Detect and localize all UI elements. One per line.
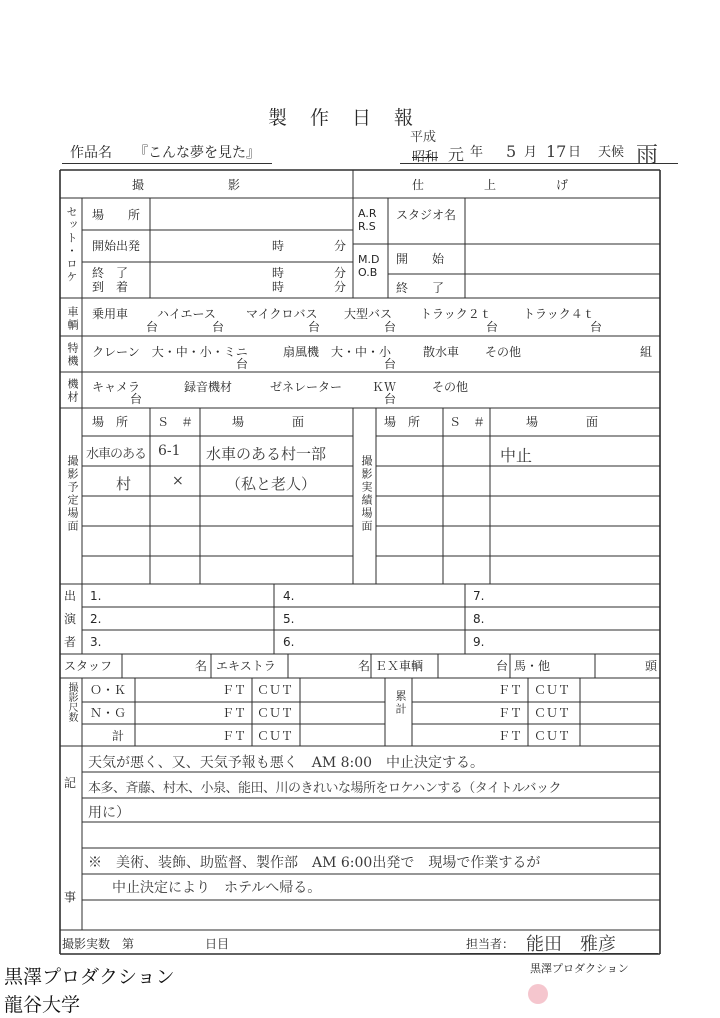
extra-label: エキストラ [216, 659, 276, 673]
vehicle-unit-2: 台 [212, 320, 225, 334]
cast-number-6: 6. [283, 635, 295, 649]
film-ft-5: ＦＴ [498, 706, 523, 720]
film-ft-2: ＦＴ [222, 706, 247, 720]
notes-line-1: 天気が悪く、又、天気予報も悪く AM 8:00 中止決定する。 [88, 755, 485, 771]
kaishi-label: 開始出発 [92, 239, 141, 253]
vehicle-unit-1: 台 [146, 320, 159, 334]
film-cut-4: ＣＵＴ [534, 683, 571, 697]
fan-label: 扇風機 大・中・小 [283, 345, 392, 359]
work-title-value: 『こんな夢を見た』 [134, 145, 260, 161]
date-year-unit: 年 [470, 145, 484, 160]
notes-line-4: ※ 美術、装飾、助監督、製作部 AM 6:00出発で 現場で作業するが [88, 855, 541, 871]
fan-unit: 台 [384, 357, 397, 371]
cast-number-1: 1. [90, 589, 102, 603]
ar-label: A.R [358, 207, 377, 220]
notes-side-2: 事 [64, 890, 77, 904]
ji-label-2: 時 [272, 266, 285, 280]
film-cut-3: ＣＵＴ [257, 729, 294, 743]
machines-other-label: その他 [485, 345, 522, 359]
equipment-other: その他 [432, 380, 469, 394]
ji-label-1: 時 [272, 239, 285, 253]
film-ft-1: ＦＴ [222, 683, 247, 697]
shooting-days-label: 撮影実数 第 [62, 937, 135, 951]
notes-line-3: 用に） [88, 805, 130, 821]
equipment-camera: キャメラ [92, 380, 141, 394]
md-label: M.D [358, 253, 380, 266]
cast-number-4: 4. [283, 589, 295, 603]
header-satsuei: 撮 影 [132, 178, 241, 192]
footer-underline [460, 953, 658, 954]
vehicle-item-5: トラック２ｔ [420, 307, 492, 321]
equipment-generator: ゼネレーター [270, 380, 343, 394]
cast-side-3: 者 [64, 635, 77, 649]
crane-label: クレーン 大・中・小・ミニ [92, 345, 248, 359]
equipment-camera-unit: 台 [130, 392, 143, 406]
notes-line-5: 中止決定により ホテルへ帰る。 [112, 880, 322, 896]
plan-row1-bamen: 水車のある村一部 [206, 445, 327, 463]
ex-vehicle-unit: 台 [496, 659, 509, 673]
cast-number-9: 9. [473, 635, 485, 649]
staff-unit: 名 [195, 659, 208, 673]
film-ft-4: ＦＴ [498, 683, 523, 697]
shooting-days-unit: 日目 [205, 937, 230, 951]
vehicle-item-2: ハイエース [157, 307, 216, 321]
machines-side-label: 特機 [66, 342, 79, 368]
cast-number-7: 7. [473, 589, 485, 603]
vehicle-item-1: 乗用車 [92, 307, 129, 321]
film-row-ok: Ｏ・Ｋ [90, 683, 127, 697]
vehicle-item-6: トラック４ｔ [523, 307, 595, 321]
horse-label: 馬・他 [514, 659, 551, 673]
work-title-label: 作品名 [70, 145, 112, 161]
film-cut-6: ＣＵＴ [534, 729, 571, 743]
plan-row1-s: 6-1 [158, 443, 181, 459]
notes-side-1: 記 [64, 776, 77, 790]
cast-number-8: 8. [473, 612, 485, 626]
plan-col-basho: 場 所 [92, 415, 129, 429]
film-side-label: 撮影尺数 [66, 682, 77, 722]
vehicle-item-4: 大型バス [344, 307, 393, 321]
fun-label-2: 分 [334, 266, 347, 280]
basho-label: 場 所 [92, 208, 141, 222]
ji-label-3: 時 [272, 280, 285, 294]
film-cut-2: ＣＵＴ [257, 706, 294, 720]
vehicle-unit-6: 台 [590, 320, 603, 334]
water-truck-label: 散水車 [423, 345, 460, 359]
cast-number-5: 5. [283, 612, 295, 626]
watermark-line-1: 黒澤プロダクション [4, 966, 175, 988]
footer-company: 黒澤プロダクション [530, 962, 629, 975]
plan-row1-basho: 水車のある [86, 447, 147, 462]
set-loca-side-label: セット・ロケ [65, 206, 78, 284]
extra-unit: 名 [358, 659, 371, 673]
cast-side-2: 演 [64, 612, 77, 626]
weather-label: 天候 [598, 145, 625, 160]
fun-label-1: 分 [334, 239, 347, 253]
date-month-unit: 月 [524, 145, 538, 160]
weather-value: 雨 [636, 143, 659, 168]
vehicle-unit-3: 台 [308, 320, 321, 334]
vehicle-item-3: マイクロバス [246, 307, 318, 321]
ob-label: O.B [358, 266, 378, 279]
film-ft-6: ＦＴ [498, 729, 523, 743]
date-day: 17 [546, 142, 567, 161]
date-era-printed: 昭和 [412, 150, 439, 165]
plan-row2-s: × [172, 473, 184, 489]
notes-line-2: 本多、斉藤、村木、小泉、能田、川のきれいな場所をロケハンする（タイトルバック [88, 781, 562, 796]
equipment-recording: 録音機材 [184, 380, 233, 394]
cast-number-2: 2. [90, 612, 102, 626]
crane-unit: 台 [236, 357, 249, 371]
staff-label: スタッフ [64, 659, 113, 673]
page-title: 製 作 日 報 [268, 107, 416, 129]
ex-vehicle-label: ＥＸ車輌 [375, 659, 424, 673]
date-era-written: 平成 [410, 130, 437, 145]
film-row-ng: Ｎ・Ｇ [90, 706, 127, 720]
person-in-charge-name: 能田 雅彦 [526, 934, 616, 955]
film-row-total: 計 [112, 729, 125, 743]
film-cumulative-label: 累計 [394, 690, 407, 716]
vehicles-side-label: 車輌 [66, 306, 79, 332]
red-stamp [528, 984, 548, 1004]
equipment-side-label: 機材 [66, 378, 79, 404]
schedule-actual-side-label: 撮影実績場面 [360, 455, 373, 533]
schedule-plan-side-label: 撮影予定場面 [66, 455, 79, 533]
cast-number-3: 3. [90, 635, 102, 649]
plan-col-s: Ｓ ＃ [157, 415, 194, 429]
plan-col-bamen: 場 面 [232, 415, 305, 429]
header-shiage: 仕 上 げ [412, 178, 569, 192]
film-cut-1: ＣＵＴ [257, 683, 294, 697]
plan-row2-bamen: （私と老人） [226, 475, 317, 493]
equipment-kw-unit: 台 [384, 392, 397, 406]
studio-label: スタジオ名 [396, 208, 457, 222]
date-month: 5 [506, 142, 517, 161]
date-day-unit: 日 [568, 145, 582, 160]
shuryo2-label: 終 了 [396, 281, 445, 295]
tochaku-label: 到 着 [92, 280, 129, 294]
fun-label-3: 分 [334, 280, 347, 294]
equipment-kw: ＫＷ [372, 380, 397, 394]
actual-row1-bamen: 中止 [500, 446, 533, 465]
actual-col-s: Ｓ ＃ [449, 415, 486, 429]
kaishi2-label: 開 始 [396, 252, 445, 266]
actual-col-bamen: 場 面 [526, 415, 599, 429]
film-cut-5: ＣＵＴ [534, 706, 571, 720]
horse-unit: 頭 [645, 659, 658, 673]
set-unit: 組 [640, 345, 653, 359]
watermark-line-2: 龍谷大学 [4, 994, 81, 1016]
person-in-charge-label: 担当者： [466, 937, 515, 951]
date-year: 元 [448, 145, 465, 164]
plan-row2-basho: 村 [116, 475, 132, 493]
rs-label: R.S [358, 220, 376, 233]
vehicle-unit-5: 台 [486, 320, 499, 334]
cast-side-1: 出 [64, 589, 77, 603]
film-ft-3: ＦＴ [222, 729, 247, 743]
vehicle-unit-4: 台 [384, 320, 397, 334]
shuryo-label: 終 了 [92, 266, 129, 280]
actual-col-basho: 場 所 [384, 415, 421, 429]
